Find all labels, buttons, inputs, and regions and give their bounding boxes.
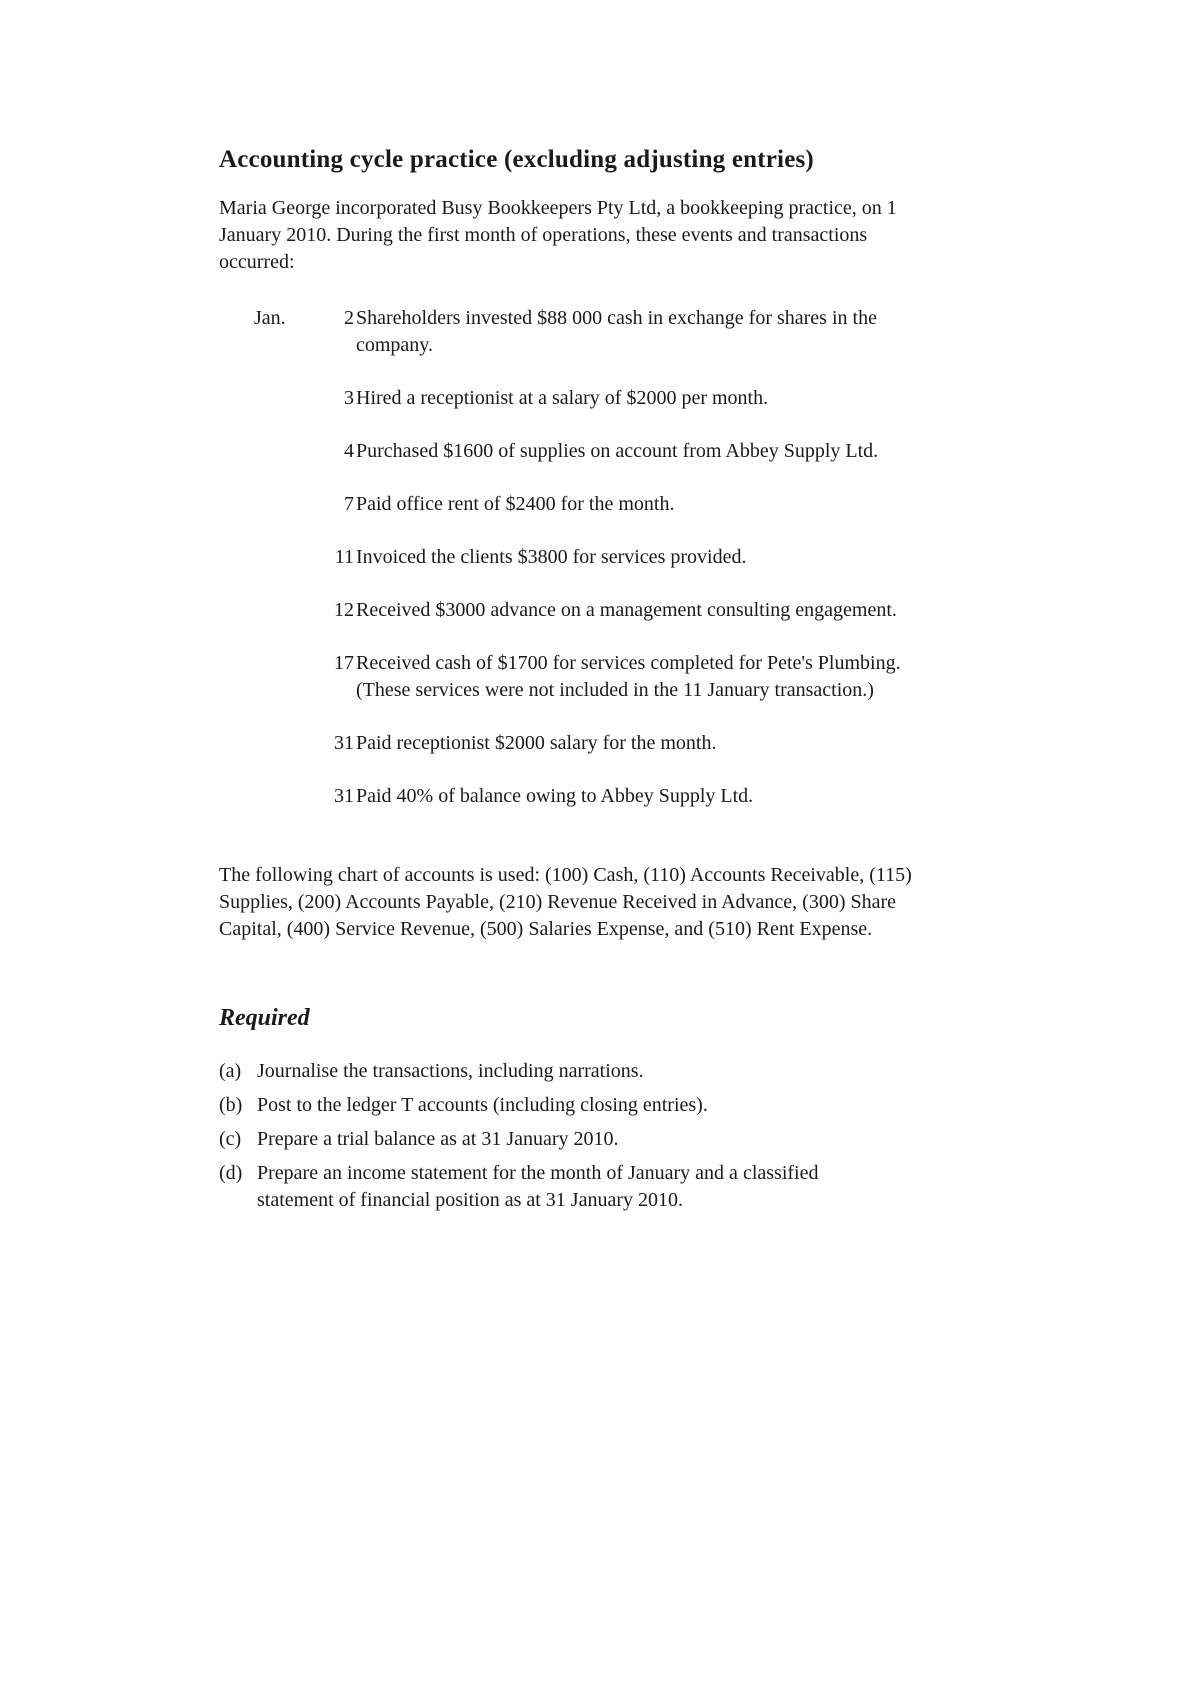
intro-line: January 2010. During the first month of operations, these events and transactions <box>219 224 868 246</box>
intro-paragraph <box>219 195 1039 276</box>
transaction-day: 11 <box>334 546 354 568</box>
transaction-line: company. <box>356 334 434 356</box>
required-item-line: Prepare an income statement for the month of January and a classified <box>257 1162 819 1184</box>
chart-of-accounts-line: The following chart of accounts is used: (100) Cash, (110) Accounts Receivable, (115) <box>219 864 912 886</box>
transaction-day: 12 <box>334 599 354 621</box>
transaction-description <box>356 597 996 624</box>
required-list <box>219 1058 1019 1221</box>
transaction-item <box>219 783 1019 810</box>
transaction-item <box>219 305 1019 359</box>
required-item-marker: (d) <box>219 1162 243 1184</box>
transaction-line: Invoiced the clients $3800 for services provided. <box>356 546 747 568</box>
required-item-marker: (a) <box>219 1060 242 1082</box>
transaction-day: 2 <box>344 307 354 329</box>
required-item-marker: (c) <box>219 1128 242 1150</box>
transaction-list <box>219 305 1019 836</box>
transaction-day: 3 <box>344 387 354 409</box>
transaction-item <box>219 597 1019 624</box>
required-item <box>219 1092 1019 1119</box>
transaction-description <box>356 783 996 810</box>
required-item-line: statement of financial position as at 31 January 2010. <box>257 1189 684 1211</box>
chart-of-accounts-line: Supplies, (200) Accounts Payable, (210) Revenue Received in Advance, (300) Share <box>219 891 897 913</box>
transaction-day: 31 <box>334 732 354 754</box>
required-item-text <box>257 1092 1019 1119</box>
transaction-item <box>219 385 1019 412</box>
transaction-line: Purchased $1600 of supplies on account from Abbey Supply Ltd. <box>356 440 879 462</box>
required-item-marker: (b) <box>219 1094 243 1116</box>
required-item-line: Journalise the transactions, including narrations. <box>257 1060 644 1082</box>
transaction-line: Paid receptionist $2000 salary for the month. <box>356 732 717 754</box>
transaction-line: Hired a receptionist at a salary of $2000 per month. <box>356 387 769 409</box>
transaction-line: Paid office rent of $2400 for the month. <box>356 493 675 515</box>
transaction-day: 17 <box>334 652 354 674</box>
transaction-description <box>356 305 996 359</box>
required-item-text <box>257 1126 1019 1153</box>
transaction-description <box>356 730 996 757</box>
transaction-description <box>356 650 996 704</box>
required-item <box>219 1160 1019 1214</box>
document-title: Accounting cycle practice (excluding adjusting entries) <box>219 146 814 173</box>
required-heading: Required <box>219 1005 310 1031</box>
transaction-item <box>219 650 1019 704</box>
transaction-line: Received $3000 advance on a management consulting engagement. <box>356 599 897 621</box>
intro-line: occurred: <box>219 251 295 273</box>
required-item-line: Post to the ledger T accounts (including closing entries). <box>257 1094 708 1116</box>
transaction-day: 4 <box>344 440 354 462</box>
transaction-description <box>356 491 996 518</box>
transaction-description <box>356 544 996 571</box>
transaction-item <box>219 491 1019 518</box>
transaction-line: (These services were not included in the 11 January transaction.) <box>356 679 874 701</box>
required-item <box>219 1058 1019 1085</box>
transaction-description <box>356 385 996 412</box>
chart-of-accounts-paragraph <box>219 862 1039 943</box>
transaction-day: 7 <box>344 493 354 515</box>
intro-line: Maria George incorporated Busy Bookkeepers Pty Ltd, a bookkeeping practice, on 1 <box>219 197 897 219</box>
required-item <box>219 1126 1019 1153</box>
transaction-line: Received cash of $1700 for services completed for Pete's Plumbing. <box>356 652 901 674</box>
transaction-item <box>219 544 1019 571</box>
transaction-month: Jan. <box>254 307 286 329</box>
transaction-line: Shareholders invested $88 000 cash in exchange for shares in the <box>356 307 877 329</box>
required-item-text <box>257 1058 1019 1085</box>
required-item-text <box>257 1160 1019 1214</box>
transaction-day: 31 <box>334 785 354 807</box>
chart-of-accounts-line: Capital, (400) Service Revenue, (500) Salaries Expense, and (510) Rent Expense. <box>219 918 873 940</box>
transaction-item <box>219 438 1019 465</box>
required-item-line: Prepare a trial balance as at 31 January 2010. <box>257 1128 619 1150</box>
transaction-description <box>356 438 996 465</box>
transaction-line: Paid 40% of balance owing to Abbey Supply Ltd. <box>356 785 754 807</box>
transaction-item <box>219 730 1019 757</box>
